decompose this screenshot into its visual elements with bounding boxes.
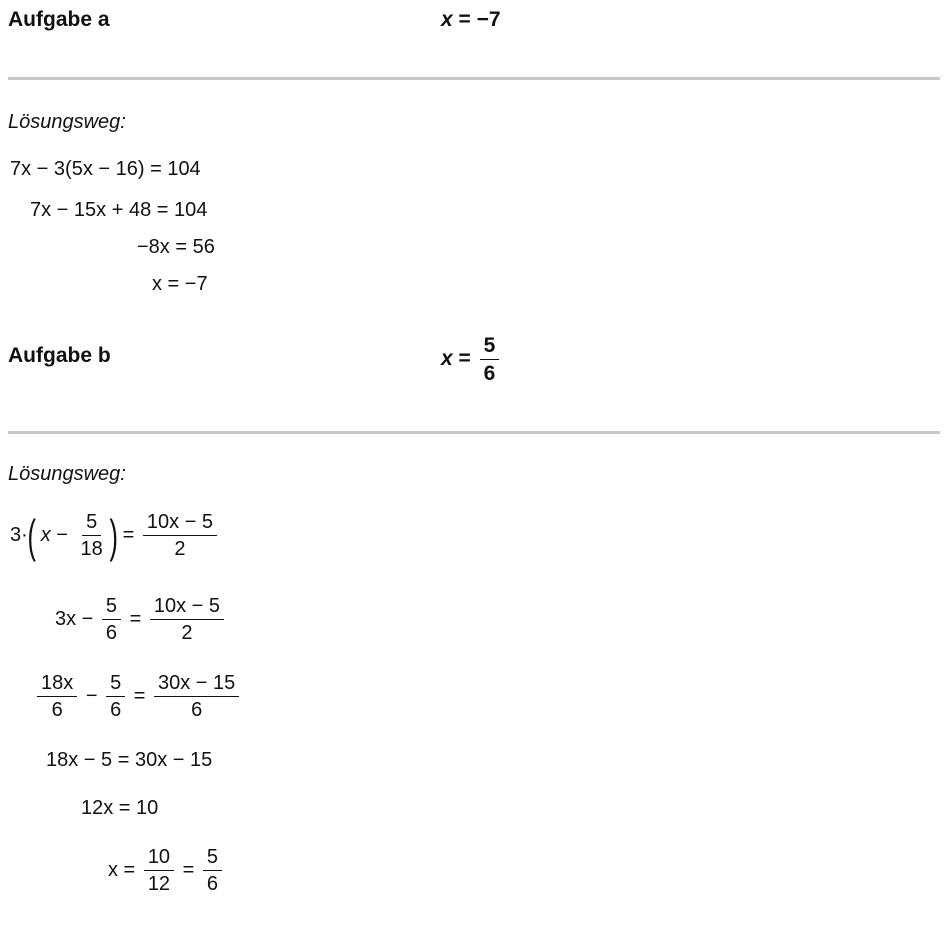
task-b-answer <box>441 333 502 386</box>
fraction-numerator: 5 <box>106 671 125 697</box>
fraction <box>144 845 174 896</box>
answer-equals: = <box>458 347 471 371</box>
coefficient: 3· <box>10 523 28 546</box>
operator: − <box>85 684 98 707</box>
task-a-title: Aufgabe a <box>8 8 110 31</box>
fraction-denominator: 6 <box>483 362 496 386</box>
fraction <box>77 510 107 561</box>
fraction-numerator: 18x <box>37 671 77 697</box>
answer-fraction <box>480 333 500 386</box>
loesungsweg-label-b: Lösungsweg: <box>8 463 126 485</box>
fraction-denominator: 6 <box>191 699 203 721</box>
operator: − <box>56 523 68 546</box>
loesungsweg-label-a: Lösungsweg: <box>8 111 126 133</box>
fraction <box>102 594 121 645</box>
fraction <box>150 594 224 645</box>
fraction-denominator: 18 <box>80 538 103 560</box>
lhs: x = <box>108 858 136 881</box>
fraction <box>143 510 217 561</box>
fraction-numerator: 5 <box>82 510 101 536</box>
equation-b-line-6 <box>108 845 225 896</box>
fraction <box>37 671 77 722</box>
fraction-numerator: 10x − 5 <box>143 510 217 536</box>
fraction-denominator: 6 <box>206 873 218 895</box>
variable: x <box>40 523 51 546</box>
fraction <box>106 671 125 722</box>
fraction-numerator: 5 <box>480 333 500 360</box>
fraction-numerator: 10x − 5 <box>150 594 224 620</box>
equals: = <box>129 607 142 630</box>
equals: = <box>133 684 146 707</box>
fraction-denominator: 6 <box>110 699 122 721</box>
divider <box>8 77 940 80</box>
answer-value: = −7 <box>452 8 501 31</box>
equation-b-line-1 <box>10 510 220 561</box>
equation-a-line-2: 7x − 15x + 48 = 104 <box>30 199 208 221</box>
task-a-answer <box>441 8 501 32</box>
divider <box>8 431 940 434</box>
equation-b-line-5: 12x = 10 <box>81 797 159 819</box>
fraction <box>203 845 222 896</box>
open-paren: ( <box>27 509 36 562</box>
fraction-denominator: 2 <box>181 622 193 644</box>
close-paren: ) <box>109 509 118 562</box>
equals: = <box>122 523 135 546</box>
equation-b-line-2 <box>55 594 227 645</box>
fraction <box>154 671 239 722</box>
equals: = <box>182 858 195 881</box>
fraction-numerator: 5 <box>102 594 121 620</box>
equation-a-line-4: x = −7 <box>152 273 208 295</box>
equation-b-line-3 <box>34 671 242 722</box>
answer-variable: x <box>441 347 453 371</box>
fraction-numerator: 30x − 15 <box>154 671 239 697</box>
answer-variable: x <box>441 8 453 31</box>
equation-a-line-1: 7x − 3(5x − 16) = 104 <box>10 158 201 180</box>
equation-b-line-4: 18x − 5 = 30x − 15 <box>46 749 213 771</box>
fraction-denominator: 6 <box>51 699 63 721</box>
fraction-denominator: 6 <box>105 622 118 644</box>
task-b-title: Aufgabe b <box>8 344 111 367</box>
equation-a-line-3: −8x = 56 <box>137 236 215 258</box>
fraction-denominator: 12 <box>147 873 171 895</box>
fraction-numerator: 5 <box>203 845 222 871</box>
fraction-denominator: 2 <box>174 538 186 560</box>
fraction-numerator: 10 <box>144 845 174 871</box>
lhs: 3x − <box>55 607 94 630</box>
